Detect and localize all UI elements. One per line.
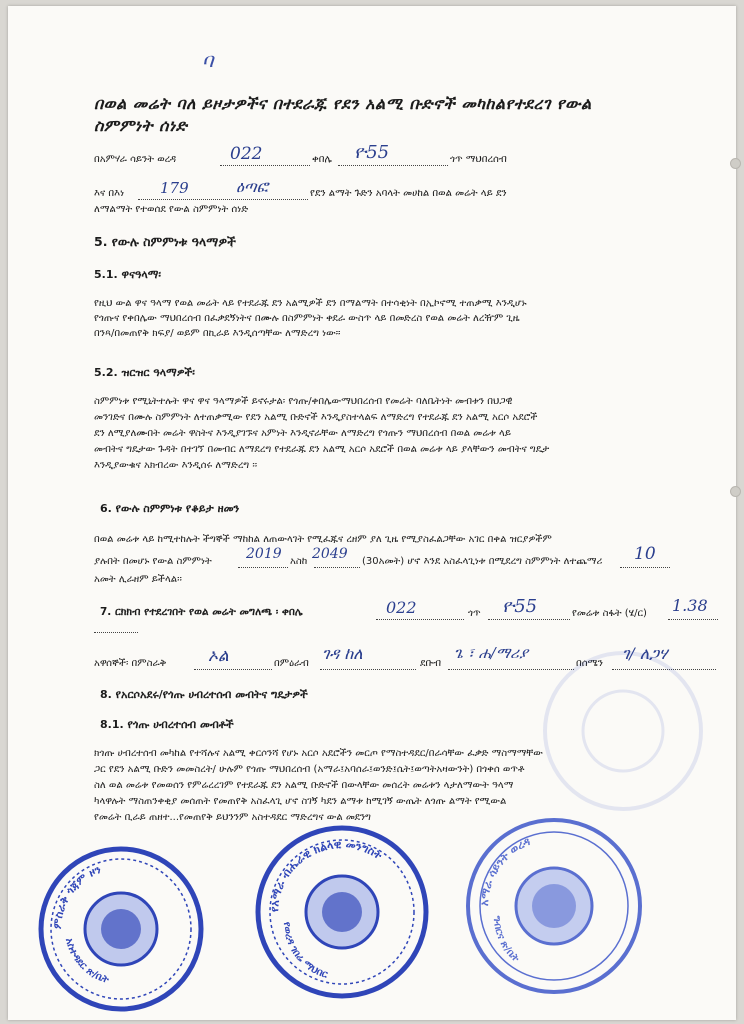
section-6-line-3: አመት ሊራዘም ይችላል፡፡ [94,574,182,585]
section-7-heading: 7. ርክክብ የተደረገበት የወል መሬት መግለጫ ፡ ቀበሌ [100,606,303,618]
section-6-line-2a: ያሉበት በመሆኑ የውል ስምምነት [94,556,212,567]
document-page [8,6,736,1020]
handwritten-kebele-code: 022 [230,144,263,164]
dotted-line [94,632,138,633]
section-8-1-line-5: የመሬት ቢራይ ጠዘተ...የመጠየቅ ይህንንም አስተዳደር ማድረግና ውል መደንግ [94,812,371,823]
boundaries-label-north: በሰሜን [576,658,603,669]
handwritten-gote-name: ዮ55 [354,142,390,163]
handwritten-member-surname: ዕጣፎ [236,177,268,196]
svg-text:ግብርና ጽ/ቤት [491,915,521,965]
intro-label-woreda: በአምሃራ ሳይንት ወረዳ [94,154,177,165]
dotted-line [238,567,288,568]
section-5-1-line-2: የጎጡና የቀበሌው ማህበረሰብ በፈቃደኝነትና በሙሉ በስምምነት ቀደራ ውስጥ ላይ በመድረስ የወል መሬት ለረዥም ጊዜ [94,313,520,324]
seal-1-top-text: ምስራቅ ጎጃም ዞን [50,862,103,930]
dotted-line [376,619,464,620]
handwritten-kebele-code-2: 022 [386,598,417,617]
boundaries-label-east: አዋሰኞች፡ በምስራቅ [94,658,167,669]
intro-label-kebele: ቀበሌ [312,154,332,165]
section-5-2-line-1: ስምምነቱ የሚኒትተሉት ዋና ዋና ዓላማዎች ይኖሩታል፡ የጎጡ/ቀበሌውማህበረሰብ የመሬት ባለቤትነት መብቱን በህጋዊ [94,396,513,407]
seal-3-bottom-text: ግብርና ጽ/ቤት [490,915,522,965]
section-7-label-gote: ጎጥ [468,608,481,619]
section-5-1-line-3: በንጻ/በመጠየቅ ክፍያ/ ወይም በኪራይ እንዲሰጣቸው ለማድረግ ነው። [94,328,341,339]
dotted-line [138,199,308,200]
punch-hole-top [730,158,741,169]
boundaries-label-west: በምዕራብ [274,658,309,669]
handwritten-extra-years: 10 [634,544,656,564]
handwritten-south: ጌ ፣ ሐ/ማሪያ [454,644,529,662]
section-8-1-heading: 8.1. የጎጡ ሀብረተሰብ መብቶች [100,718,234,731]
section-5-2-line-5: እንዲያውቁና አክብረው እንዲሰሩ ለማድረግ ፡፡ [94,460,258,471]
section-5-2-line-4: መብትና ግዴታው ጉዳት በተገኘ በመብር ለማደረግ የተደራጁ ደን አልሚ አርሶ አደሮች በወል መሬቱ ላይ ያላቸውን መብትና ግዴታ [94,444,550,455]
section-5-2-line-2: መንገድና በሙሉ ስምምነት ለተጠቃሚው የደን አልሚ ቡድኖች እንዲያስተላልፍ ለማድረግ የተደራጁ ደን አልሚ አርሶ አደሮች [94,412,538,423]
seal-3-top-text: አማራ ሳይንት ወረዳ [477,834,533,907]
dotted-line [194,669,272,670]
section-8-1-line-3: ስለ ወል መሬቱ የመወሰን የምሬረረገም የተደራጁ ደን አልሚ ቡድኖች በውላቸው መሰረት መሬቱን ላታለማውት ዓላማ [94,780,514,791]
handwritten-year-from: 2019 [246,546,282,562]
section-5-1-heading: 5.1. ዋናዓላማ፡ [94,268,161,281]
official-seal-1 [36,844,206,1014]
dotted-line [488,619,570,620]
section-8-1-line-4: ካላዋሉት ማስጠንቀቂያ መሰጠት የመጠየቅ አስፈላጊ ሆኖ ስገኝ ካደን ልማቱ ከሚገኝ ውጤት ለጎጡ ልማት የሚውል [94,796,507,807]
handwritten-area: 1.38 [672,596,708,615]
section-5-2-heading: 5.2. ዝርዝር ዓላማዎች፡ [94,366,195,379]
dotted-line [320,669,416,670]
intro-label-gote: ጎጥ ማህበረሰብ [450,154,507,165]
punch-hole-bottom [730,486,741,497]
boundaries-label-south: ደቡብ [420,658,442,669]
section-5-heading: 5. የውሉ ስምምነቱ ዓላማዎች [94,234,236,249]
intro-text-members: የደን ልማት ጉድን አባላት መሀከል በወል መሬት ላይ ደን [310,188,507,199]
dotted-line [338,165,448,166]
section-8-1-line-2: ጋር የደን አልሚ ቡድን መመስረት/ ሁሉም የጎጡ ማህበረሰብ (አማራ፤አባሰራ፤ወንድ፤ሴት፤ወጣትአዛውንት) በጎቀሰ ወጥቶ [94,764,525,775]
dotted-line [220,165,310,166]
seal-1-bottom-text: አስተዳደር ጽ/ቤት [63,937,111,986]
section-5-1-line-1: የዚህ ውል ዋና ዓላማ የወል መሬት ላይ የተደራጁ ደን አልሚዎች ደን በማልማት በተሳቂነት በኢኮኖሚ ተጠቃሚ እንዲሆኑ [94,298,527,309]
dotted-line [314,567,360,568]
handwritten-gote-name-2: ዮ55 [502,596,538,617]
handwritten-east: ኦል [208,646,229,666]
section-6-heading: 6. የውሉ ስምምነቱ የቆይታ ዘመን [100,502,240,515]
document-title-line1: በወል መሬት ባለ ይዞታዎችና በተደራጁ የደን አልሚ ቡድኖች መካከልየተደረገ የውል [94,94,592,113]
seal-2-top-text: የአማራ ብሔራዊ ክልላዊ መንግስት [267,837,385,913]
handwritten-mark: ባ [202,48,214,72]
dotted-line [668,619,718,620]
section-6-line-2b: አስከ [290,556,308,567]
handwritten-member-name: 179 [160,179,189,197]
section-8-heading: 8. የአርሶአደሩ/የጎጡ ሀብረተሰብ መብትና ግዴታዎች [100,688,308,701]
document-title-line2: ስምምነት ሰነድ [94,116,188,135]
section-6-line-1: በወል መሬቱ ላይ ከሚተከሉት ችግኞች ማከከል ለጠውላገት የሚፈጁና ረዘም ያለ ጊዜ የሚያስፈልጋቸው አገር በቀል ዝርያዎችም [94,534,552,545]
seal-2-bottom-text: የወረዳ ገበሬ ማህበር [280,921,329,981]
official-seal-2 [254,824,430,1000]
section-6-line-2c: (30አመት) ሆኖ እንደ አስፈላጊነቱ በሚደረግ ስምምነት ለተጨማሪ [362,556,603,567]
section-7-label-area: የመሬቱ ስፋት (ሄ/ር) [572,608,647,619]
section-5-2-line-3: ደን ለሚያለሙበት መሬት ዋስትና እንዲያገኙና አምነት እንዲኖራቸው ለማድረግ የጎጡን ማህበረሰብ በወል መሬቱ ላይ [94,428,511,439]
official-seal-3 [464,816,644,996]
intro-text-purpose: ለማልማት የተወሰደ የውል ስምምነት ሰነድ [94,204,249,215]
section-8-1-line-1: ክጎጡ ሀብረተሰብ መካከል የተሻሉና አልሚ ቀርሶንሻ የሆኑ አርሶ አደሮችን መርጦ የማስተዳደር/በራሳቸው ፈቃድ ማስማማቸው [94,748,543,759]
handwritten-west: ገዳ ከለ [322,644,363,663]
faint-stamp-ghost [538,646,708,816]
intro-label-members: እና በእነ [94,188,125,199]
handwritten-year-to: 2049 [312,546,348,562]
handwritten-north: ገ/ ለጋሃ [622,644,668,663]
dotted-line [620,567,670,568]
